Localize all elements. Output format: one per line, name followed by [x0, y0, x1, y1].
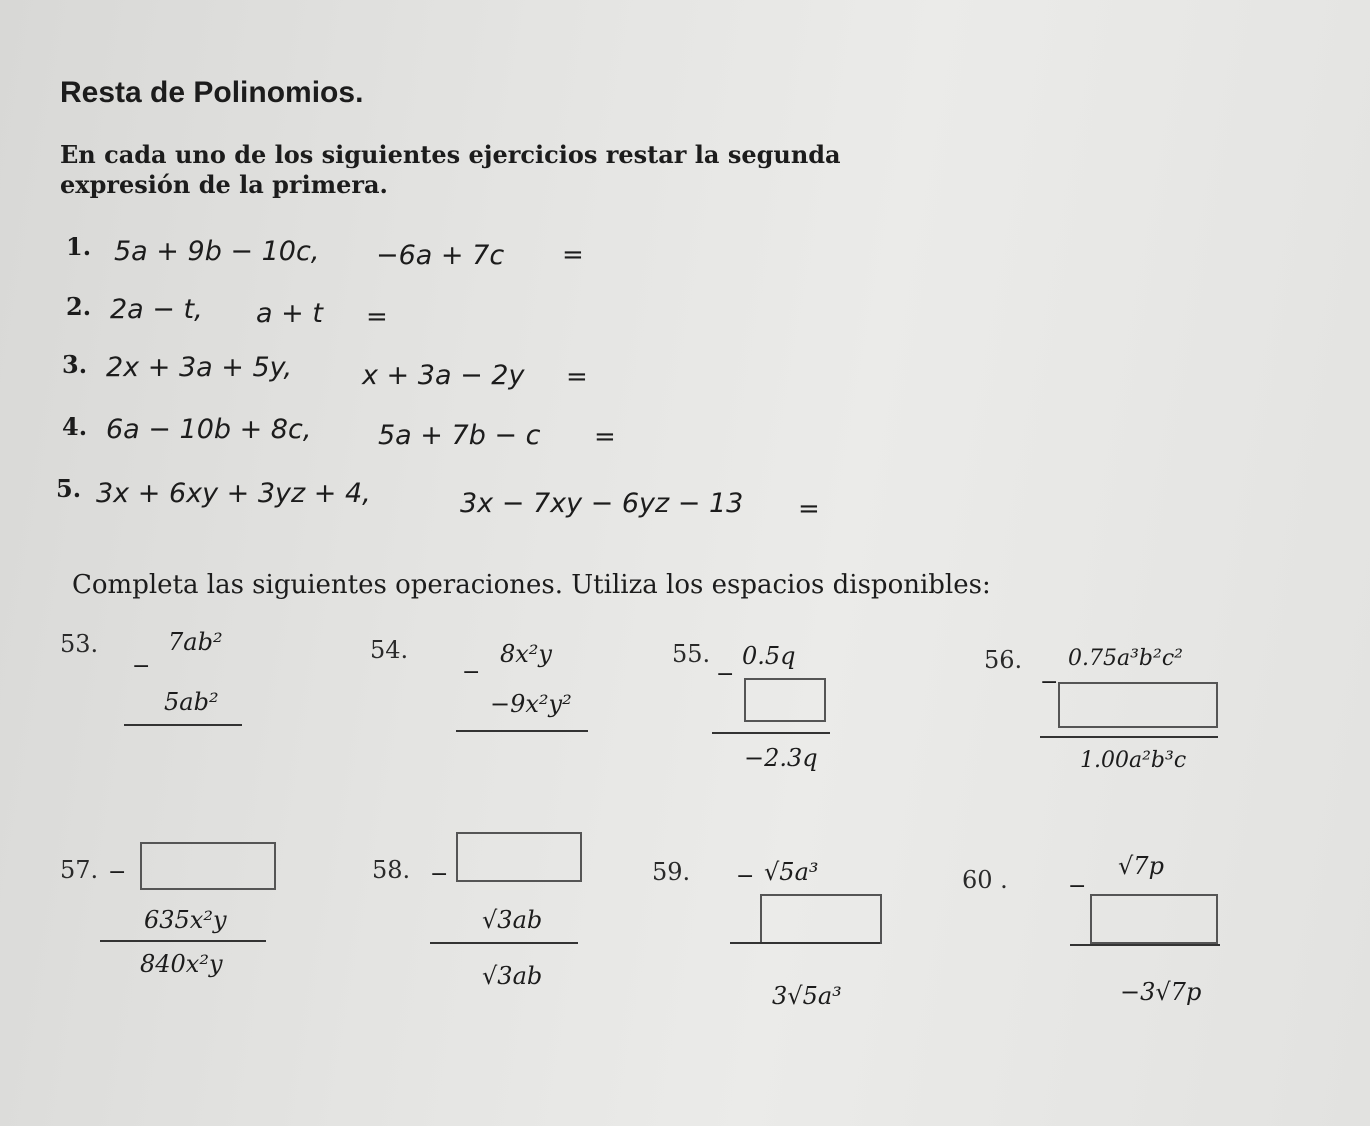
result-line: [430, 942, 578, 944]
minus-sign: −: [132, 654, 151, 679]
result-line: [100, 940, 266, 942]
result-line: [730, 942, 880, 944]
answer-box[interactable]: [760, 894, 882, 944]
minus-sign: −: [462, 660, 481, 685]
minus-sign: −: [1068, 874, 1087, 899]
minus-sign: −: [736, 864, 755, 889]
exercise-equals: =: [594, 422, 616, 452]
problem-number: 58.: [372, 856, 411, 884]
problem-number: 54.: [370, 636, 409, 664]
result-value: 3√5a³: [772, 982, 842, 1010]
section-instruction: Completa las siguientes operaciones. Utiliza los espacios disponibles:: [72, 570, 991, 600]
exercise-number: 3.: [62, 350, 88, 379]
minus-sign: −: [1040, 670, 1059, 695]
exercise-first-expression: 5a + 9b − 10c,: [114, 236, 320, 267]
answer-box[interactable]: [1090, 894, 1218, 944]
minus-sign: −: [108, 860, 127, 885]
exercise-number: 1.: [66, 232, 92, 261]
exercise-equals: =: [562, 240, 584, 270]
exercise-number: 4.: [62, 412, 88, 441]
exercise-first-expression: 3x + 6xy + 3yz + 4,: [96, 478, 371, 509]
minuend: 0.75a³b²c²: [1068, 646, 1183, 671]
problem-number: 57.: [60, 856, 99, 884]
minuend: 0.5q: [742, 642, 796, 670]
exercise-first-expression: 2x + 3a + 5y,: [106, 352, 293, 383]
exercise-equals: =: [366, 302, 388, 332]
problem-number: 53.: [60, 630, 99, 658]
subtrahend: 635x²y: [144, 906, 227, 934]
exercise-second-expression: a + t: [256, 298, 323, 329]
subtrahend: √3ab: [482, 906, 543, 934]
exercise-second-expression: −6a + 7c: [376, 240, 505, 271]
result-value: −3√7p: [1120, 978, 1202, 1006]
answer-box[interactable]: [744, 678, 826, 722]
problem-number: 59.: [652, 858, 691, 886]
minuend: √7p: [1118, 852, 1164, 880]
minuend: 7ab²: [168, 628, 223, 656]
exercise-number: 2.: [66, 292, 92, 321]
page-title: Resta de Polinomios.: [60, 76, 364, 109]
result-line: [456, 730, 588, 732]
answer-box[interactable]: [1058, 682, 1218, 728]
exercise-second-expression: 5a + 7b − c: [378, 420, 541, 451]
result-line: [1040, 736, 1218, 738]
subtrahend: 5ab²: [164, 688, 219, 716]
exercise-number: 5.: [56, 474, 82, 503]
answer-box[interactable]: [456, 832, 582, 882]
result-value: √3ab: [482, 962, 543, 990]
problem-number: 55.: [672, 640, 711, 668]
instruction-text: En cada uno de los siguientes ejercicios restar la segunda expresión de la primera.: [60, 140, 841, 199]
exercise-equals: =: [798, 494, 820, 524]
minuend: √5a³: [764, 858, 819, 886]
exercise-second-expression: 3x − 7xy − 6yz − 13: [460, 488, 744, 519]
problem-number: 56.: [984, 646, 1023, 674]
minus-sign: −: [430, 862, 449, 887]
subtrahend: −9x²y²: [490, 690, 572, 718]
exercise-second-expression: x + 3a − 2y: [362, 360, 525, 391]
result-line: [124, 724, 242, 726]
result-line: [1070, 944, 1220, 946]
exercise-equals: =: [566, 362, 588, 392]
result-value: 840x²y: [140, 950, 223, 978]
result-value: −2.3q: [744, 744, 818, 772]
minus-sign: −: [716, 662, 735, 687]
problem-number: 60 .: [962, 866, 1008, 894]
answer-box[interactable]: [140, 842, 276, 890]
result-value: 1.00a²b³c: [1080, 748, 1187, 773]
minuend: 8x²y: [500, 640, 552, 668]
result-line: [712, 732, 830, 734]
exercise-first-expression: 6a − 10b + 8c,: [106, 414, 312, 445]
exercise-first-expression: 2a − t,: [110, 294, 203, 325]
